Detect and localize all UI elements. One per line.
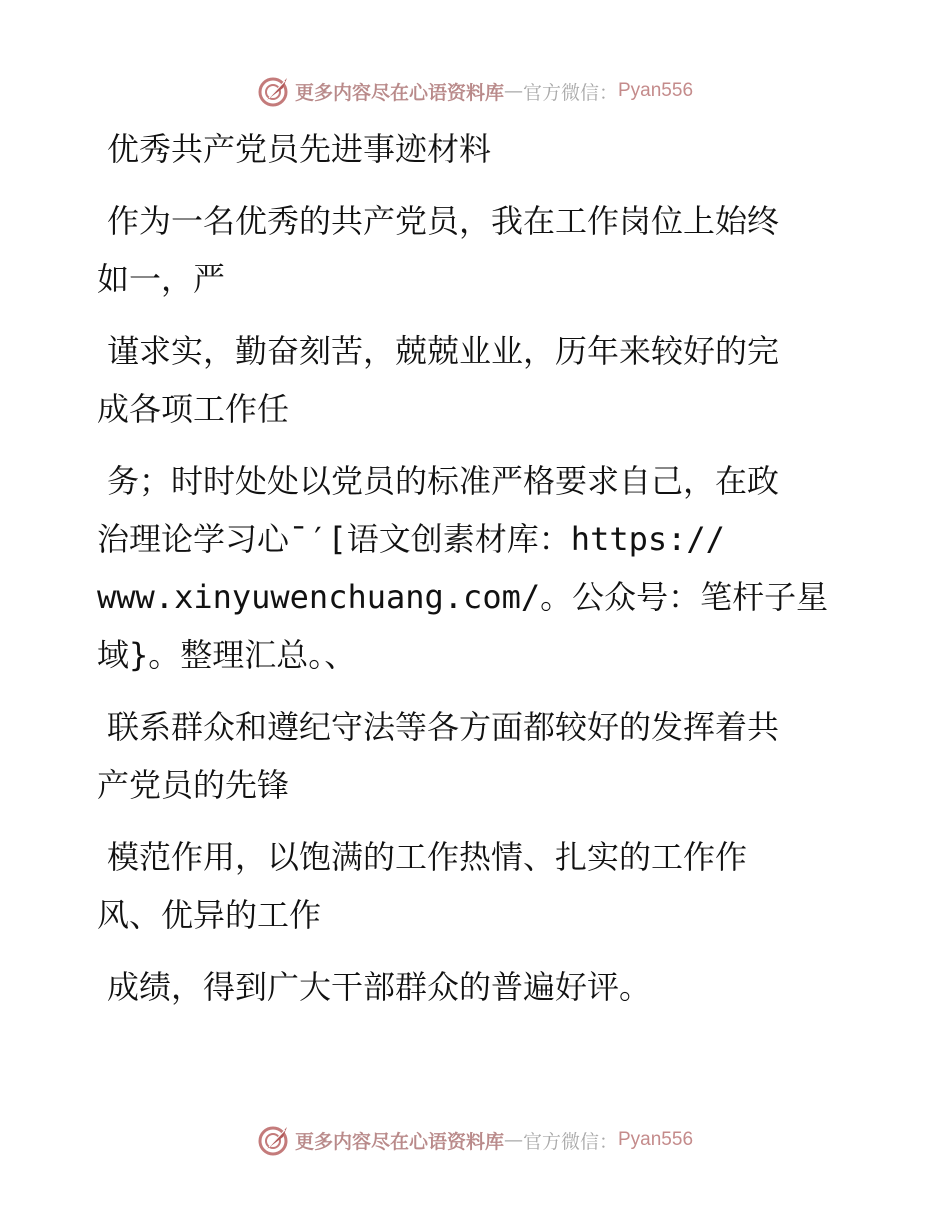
paragraph-line: 风、优异的工作 xyxy=(97,896,322,934)
paragraph-line: www.xinyuwenchuang.com/。公众号：笔杆子星 xyxy=(97,578,829,616)
paragraph-line: 域}。整理汇总。、 xyxy=(97,636,357,674)
watermark-main-text: 更多内容尽在心语资料库 xyxy=(294,1130,504,1153)
paragraph-3 xyxy=(97,452,837,684)
paragraph-line: 成各项工作任 xyxy=(97,390,290,428)
paragraph-line: 作为一名优秀的共产党员，我在工作岗位上始终 xyxy=(107,202,780,240)
watermark-official-label: 官方微信： xyxy=(522,1130,618,1153)
header-watermark xyxy=(0,71,950,111)
paragraph-line: 务；时时处处以党员的标准严格要求自己，在政 xyxy=(107,462,780,500)
paragraph-line: 联系群众和遵纪守法等各方面都较好的发挥着共 xyxy=(107,708,780,746)
quill-logo-icon xyxy=(257,1123,291,1157)
watermark-dash: — xyxy=(503,80,523,102)
document-title: 优秀共产党员先进事迹材料 xyxy=(107,130,492,168)
paragraph-line: 治理论学习心¯′[语文创素材库：https:// xyxy=(97,520,725,558)
paragraph-line: 产党员的先锋 xyxy=(97,766,290,804)
document-body xyxy=(97,120,837,1016)
paragraph-line: 成绩，得到广大干部群众的普遍好评。 xyxy=(107,968,652,1006)
paragraph-line: 模范作用，以饱满的工作热情、扎实的工作作 xyxy=(107,838,748,876)
paragraph-5 xyxy=(97,828,837,944)
watermark-official-label: 官方微信： xyxy=(522,81,618,104)
watermark-wechat-id: Pyan556 xyxy=(618,1129,694,1150)
paragraph-1 xyxy=(97,192,837,308)
watermark-wechat-id: Pyan556 xyxy=(618,80,694,101)
paragraph-line: 如一，严 xyxy=(97,260,226,298)
watermark-main-text: 更多内容尽在心语资料库 xyxy=(294,81,504,104)
paragraph-line: 谨求实，勤奋刻苦，兢兢业业，历年来较好的完 xyxy=(107,332,780,370)
paragraph-2 xyxy=(97,322,837,438)
paragraph-4 xyxy=(97,698,837,814)
footer-watermark xyxy=(0,1120,950,1160)
paragraph-6 xyxy=(97,958,837,1016)
quill-logo-icon xyxy=(257,74,291,108)
watermark-dash: — xyxy=(503,1129,523,1151)
